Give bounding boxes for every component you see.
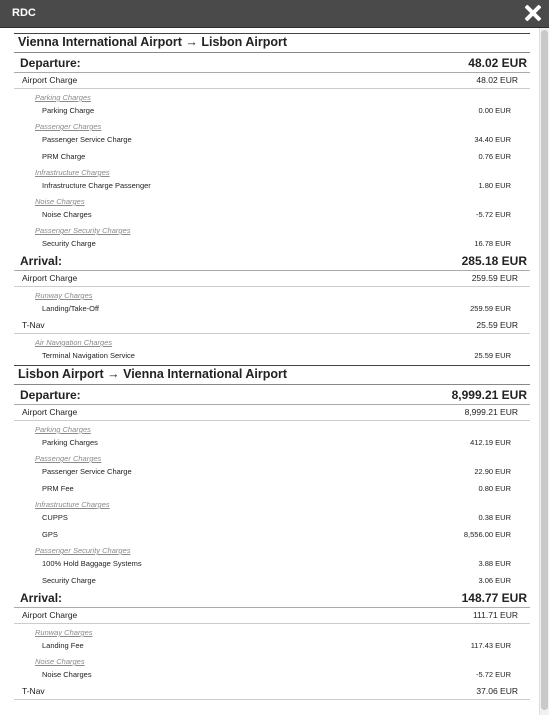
charge-item-amount: -5.72 EUR <box>475 670 511 679</box>
charge-item-amount: 22.90 EUR <box>474 467 511 476</box>
charge-item-amount: 16.78 EUR <box>474 239 511 248</box>
charge-item-row <box>14 464 530 479</box>
departure-header <box>14 55 530 73</box>
charge-item-row <box>14 638 530 653</box>
charge-item-amount: 117.43 EUR <box>470 641 511 650</box>
charge-group-link[interactable]: Noise Charges <box>35 197 85 206</box>
charge-item-row <box>14 236 530 251</box>
charge-group-link[interactable]: Runway Charges <box>35 291 93 300</box>
charge-category-name: Airport Charge <box>22 610 78 620</box>
charge-item-name: Landing/Take-Off <box>42 304 99 313</box>
close-icon[interactable] <box>523 3 543 23</box>
charge-item-row <box>14 149 530 164</box>
arrival-total: 285.18 EUR <box>461 254 527 268</box>
charge-item-amount: 1.80 EUR <box>478 181 511 190</box>
charge-item-amount: 25.59 EUR <box>474 351 511 360</box>
charge-item-row <box>14 178 530 193</box>
route-title: Vienna International Airport → Lisbon Airport <box>14 33 530 53</box>
charge-group-link[interactable]: Passenger Charges <box>35 122 102 131</box>
window-title: RDC <box>12 7 36 19</box>
charge-item-name: Infrastructure Charge Passenger <box>42 181 151 190</box>
charge-item-amount: 0.80 EUR <box>478 484 511 493</box>
charge-item-name: PRM Charge <box>42 152 86 161</box>
charge-group-link[interactable]: Infrastructure Charges <box>35 168 110 177</box>
charge-item-name: PRM Fee <box>42 484 74 493</box>
charge-item-name: Parking Charges <box>42 438 98 447</box>
charge-category-name: T-Nav <box>22 320 45 330</box>
charge-category-amount: 8,999.21 EUR <box>464 407 518 417</box>
charge-item-row <box>14 573 530 588</box>
charge-item-name: Noise Charges <box>42 210 92 219</box>
departure-total: 8,999.21 EUR <box>451 388 527 402</box>
departure-label: Departure: <box>20 388 81 402</box>
charge-item-name: Security Charge <box>42 239 96 248</box>
charge-category-row <box>14 608 530 624</box>
charge-item-row <box>14 435 530 450</box>
charge-item-amount: 3.06 EUR <box>478 576 511 585</box>
departure-total: 48.02 EUR <box>468 56 527 70</box>
charge-group-link[interactable]: Passenger Security Charges <box>35 226 131 235</box>
charge-item-amount: -5.72 EUR <box>475 210 511 219</box>
charge-group-link[interactable]: Infrastructure Charges <box>35 500 110 509</box>
arrival-header <box>14 590 530 608</box>
charge-item-row <box>14 481 530 496</box>
charge-category-row <box>14 318 530 334</box>
charge-item-row <box>14 348 530 363</box>
charge-category-name: Airport Charge <box>22 75 78 85</box>
charge-item-name: Security Charge <box>42 576 96 585</box>
scrollbar-thumb[interactable] <box>541 30 548 710</box>
arrival-total: 148.77 EUR <box>461 591 527 605</box>
window-titlebar <box>0 0 549 28</box>
charge-item-name: Passenger Service Charge <box>42 135 132 144</box>
departure-header <box>14 387 530 405</box>
charge-group-link[interactable]: Runway Charges <box>35 628 93 637</box>
charge-item-row <box>14 207 530 222</box>
charge-item-row <box>14 556 530 571</box>
charge-category-amount: 48.02 EUR <box>476 75 518 85</box>
charge-item-amount: 0.00 EUR <box>478 106 511 115</box>
charge-category-row <box>14 271 530 287</box>
charge-item-row <box>14 103 530 118</box>
charge-group-link[interactable]: Parking Charges <box>35 425 91 434</box>
charges-breakdown <box>14 33 530 700</box>
arrival-label: Arrival: <box>20 591 63 605</box>
charge-group-link[interactable]: Air Navigation Charges <box>35 338 113 347</box>
charge-item-row <box>14 667 530 682</box>
arrival-label: Arrival: <box>20 254 63 268</box>
charge-item-amount: 34.40 EUR <box>474 135 511 144</box>
charge-category-row <box>14 73 530 89</box>
charge-item-row <box>14 510 530 525</box>
charge-group-link[interactable]: Passenger Charges <box>35 454 102 463</box>
charge-item-amount: 8,556.00 EUR <box>463 530 511 539</box>
charge-category-name: Airport Charge <box>22 273 78 283</box>
charge-group-link[interactable]: Noise Charges <box>35 657 85 666</box>
charge-item-amount: 412.19 EUR <box>470 438 511 447</box>
charge-category-amount: 37.06 EUR <box>476 686 518 696</box>
charge-item-row <box>14 301 530 316</box>
charge-item-name: CUPPS <box>42 513 68 522</box>
charge-category-row <box>14 684 530 700</box>
charge-item-name: Terminal Navigation Service <box>42 351 135 360</box>
charge-item-name: GPS <box>42 530 58 539</box>
charge-item-amount: 3.88 EUR <box>478 559 511 568</box>
charge-group-link[interactable]: Parking Charges <box>35 93 91 102</box>
charge-item-name: Landing Fee <box>42 641 84 650</box>
charge-item-name: 100% Hold Baggage Systems <box>42 559 142 568</box>
charge-item-amount: 259.59 EUR <box>470 304 511 313</box>
charge-category-amount: 25.59 EUR <box>476 320 518 330</box>
route-title: Lisbon Airport → Vienna International Airport <box>14 365 530 385</box>
charge-item-amount: 0.76 EUR <box>478 152 511 161</box>
charge-category-amount: 111.71 EUR <box>472 610 518 620</box>
charge-group-link[interactable]: Passenger Security Charges <box>35 546 131 555</box>
charge-item-name: Noise Charges <box>42 670 92 679</box>
arrival-header <box>14 253 530 271</box>
charge-category-row <box>14 405 530 421</box>
charge-item-row <box>14 132 530 147</box>
charge-item-amount: 0.38 EUR <box>478 513 511 522</box>
charge-category-name: Airport Charge <box>22 407 78 417</box>
charge-item-row <box>14 527 530 542</box>
charge-category-amount: 259.59 EUR <box>471 273 518 283</box>
charge-item-name: Parking Charge <box>42 106 95 115</box>
charge-item-name: Passenger Service Charge <box>42 467 132 476</box>
scrollbar[interactable] <box>539 28 549 715</box>
charge-category-name: T-Nav <box>22 686 45 696</box>
departure-label: Departure: <box>20 56 81 70</box>
